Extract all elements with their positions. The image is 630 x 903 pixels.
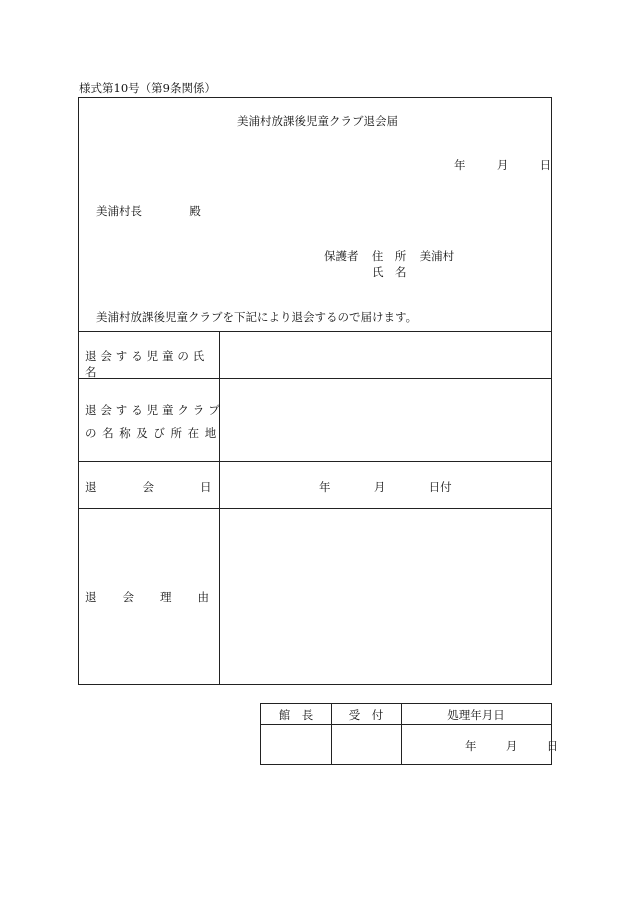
withdraw-date-value <box>319 479 452 495</box>
stamp-divider <box>261 724 551 725</box>
submission-date <box>454 157 551 173</box>
processing-date <box>465 738 558 754</box>
address-value: 美浦村 <box>419 249 455 263</box>
addressee-name: 美浦村長 <box>96 204 142 218</box>
date-year: 年 <box>454 158 466 172</box>
withdraw-day: 日付 <box>428 480 452 494</box>
child-name-text: 退会する児童の氏名 <box>85 349 209 379</box>
date-month: 月 <box>496 158 509 172</box>
guardian-address <box>324 248 454 264</box>
address-label: 住 所 <box>371 249 407 263</box>
column-divider <box>219 331 220 685</box>
processing-day: 日 <box>546 739 559 753</box>
divider <box>79 461 551 462</box>
statement-text: 美浦村放課後児童クラブを下記により退会するので届けます。 <box>96 310 418 324</box>
divider <box>79 508 551 509</box>
approval-stamp-table <box>260 703 559 765</box>
date-day: 日 <box>539 158 552 172</box>
withdrawal-form <box>78 97 552 685</box>
club-label-line2: の名称及び所在地 <box>85 426 222 440</box>
club-label-line1: 退会する児童クラブ <box>85 403 224 417</box>
form-title: 美浦村放課後児童クラブ退会届 <box>237 114 398 128</box>
child-name-label <box>85 348 213 380</box>
guardian-label: 保護者 <box>324 249 359 263</box>
reason-label: 退会理由 <box>85 590 235 604</box>
form-number-label: 様式第10号（第9条関係） <box>79 81 216 95</box>
processing-year: 年 <box>465 739 477 753</box>
withdraw-year: 年 <box>319 480 331 494</box>
withdraw-date-label: 退会日 <box>85 480 258 494</box>
guardian-name-label: 氏 名 <box>372 265 407 279</box>
divider <box>79 331 551 332</box>
processing-date-header: 処理年月日 <box>447 708 505 722</box>
addressee <box>96 203 201 219</box>
reception-header: 受 付 <box>348 708 384 722</box>
director-header: 館 長 <box>278 708 314 722</box>
withdraw-month: 月 <box>373 480 386 494</box>
addressee-honorific: 殿 <box>189 204 201 218</box>
processing-month: 月 <box>505 739 518 753</box>
